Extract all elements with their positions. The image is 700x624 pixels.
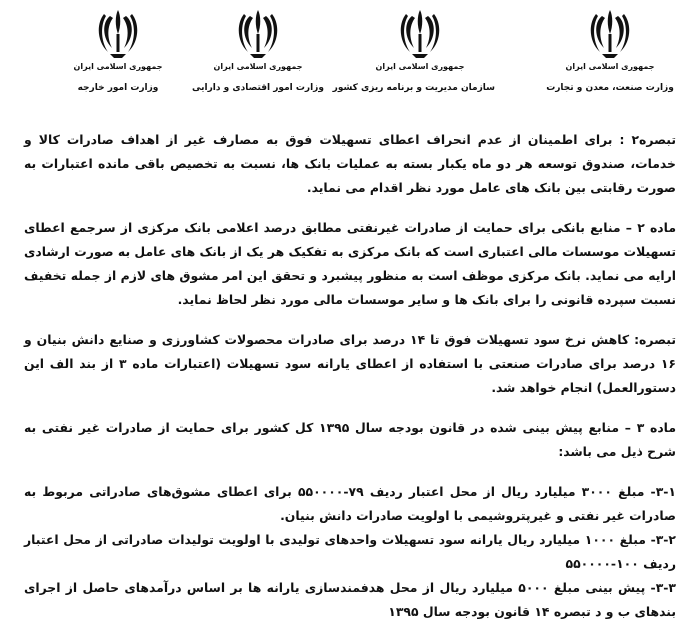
iran-emblem-icon (400, 8, 440, 60)
iran-emblem-icon (590, 8, 630, 60)
letterhead-emblem-planning (332, 8, 495, 118)
article-2-text: منابع بانکی برای حمایت از صادرات غیرنفتی مطابق درصد اعلامی بانک مرکزی از سرجمع اعطای تسهیلات موسسات مالی اعتباری است که بانک مرکزی به تفکیک هر یک از بانک های عامل به صورت ارشادی ارایه می نماید. بانک مرکزی موظف است به منظور پیشبرد و تحقق این امر مشوق های لازم از جمله تخفیف نسبت سپرده قانونی را برای بانک ها و سایر موسسات مالی مورد نظر لحاظ نماید. (24, 220, 676, 307)
article-3-item-1: ۳-۱- مبلغ ۳۰۰۰ میلیارد ریال از محل اعتبار ردیف ۷۹-۵۵۰۰۰۰ برای اعطای مشوق‌های صادراتی مربوط به صادرات غیر نفتی و غیرپتروشیمی با اولویت صادرات دانش بنیان. (24, 484, 676, 523)
note-2-paragraph: تبصره۲ : برای اطمینان از عدم انحراف اعطای تسهیلات فوق به مصارف غیر از اهداف صادرات کالا و خدمات، صندوق توسعه هر دو ماه یکبار بسته به عملیات بانک ها، نسبت به تخصیص باقی مانده اعتبارات به صورت رقابتی بین بانک های عامل مورد نظر اقدام می نماید. (24, 132, 676, 195)
letterhead (0, 0, 700, 118)
article-3-paragraph (24, 416, 676, 464)
document-body (24, 128, 676, 624)
iran-emblem-icon (98, 8, 138, 60)
note-rate-paragraph: تبصره: کاهش نرخ سود تسهیلات فوق تا ۱۴ درصد برای صادرات محصولات کشاورزی و صنایع دانش بنیان و ۱۶ درصد برای صادرات صنعتی با استفاده از اعطای یارانه سود تسهیلات (اعتبارات ماده ۳ از بند الف این دستورالعمل) انجام خواهد شد. (24, 332, 676, 395)
letterhead-emblem-foreign (43, 8, 193, 118)
emblem-republic-text: جمهوری اسلامی ایران (375, 62, 465, 71)
emblem-ministry-text: سازمان مدیریت و برنامه ریزی کشور (332, 83, 495, 93)
emblem-republic-text: جمهوری اسلامی ایران (73, 62, 163, 71)
article-3-label: ماده ۳ – (624, 420, 677, 435)
emblem-republic-text: جمهوری اسلامی ایران (565, 62, 655, 71)
emblem-ministry-text: وزارت صنعت، معدن و تجارت (546, 83, 674, 93)
article-3-item-2: ۳-۲- مبلغ ۱۰۰۰ میلیارد ریال یارانه سود تسهیلات واحدهای تولیدی با اولویت تولیدات صادراتی از محل اعتبار ردیف ۱۰۰-۵۵۰۰۰۰ (24, 532, 676, 571)
article-3-text: منابع پیش بینی شده در قانون بودجه سال ۱۳۹۵ کل کشور برای حمایت از صادرات غیر نفتی به شرح ذیل می باشد: (24, 420, 676, 459)
emblem-republic-text: جمهوری اسلامی ایران (213, 62, 303, 71)
article-2-label: ماده ۲ – (625, 220, 676, 235)
letterhead-emblem-industry (535, 8, 685, 118)
iran-emblem-icon (238, 8, 278, 60)
letterhead-emblem-economy (183, 8, 333, 118)
article-3-item-3: ۳-۳- پیش بینی مبلغ ۵۰۰۰ میلیارد ریال از محل هدفمندسازی یارانه ها بر اساس درآمدهای حاصل از اجرای بندهای ب و د تبصره ۱۴ قانون بودجه سال ۱۳۹۵ (24, 580, 676, 619)
emblem-ministry-text: وزارت امور خارجه (77, 83, 159, 93)
emblem-ministry-text: وزارت امور اقتصادی و دارایی (192, 83, 324, 93)
article-2-paragraph (24, 216, 676, 312)
